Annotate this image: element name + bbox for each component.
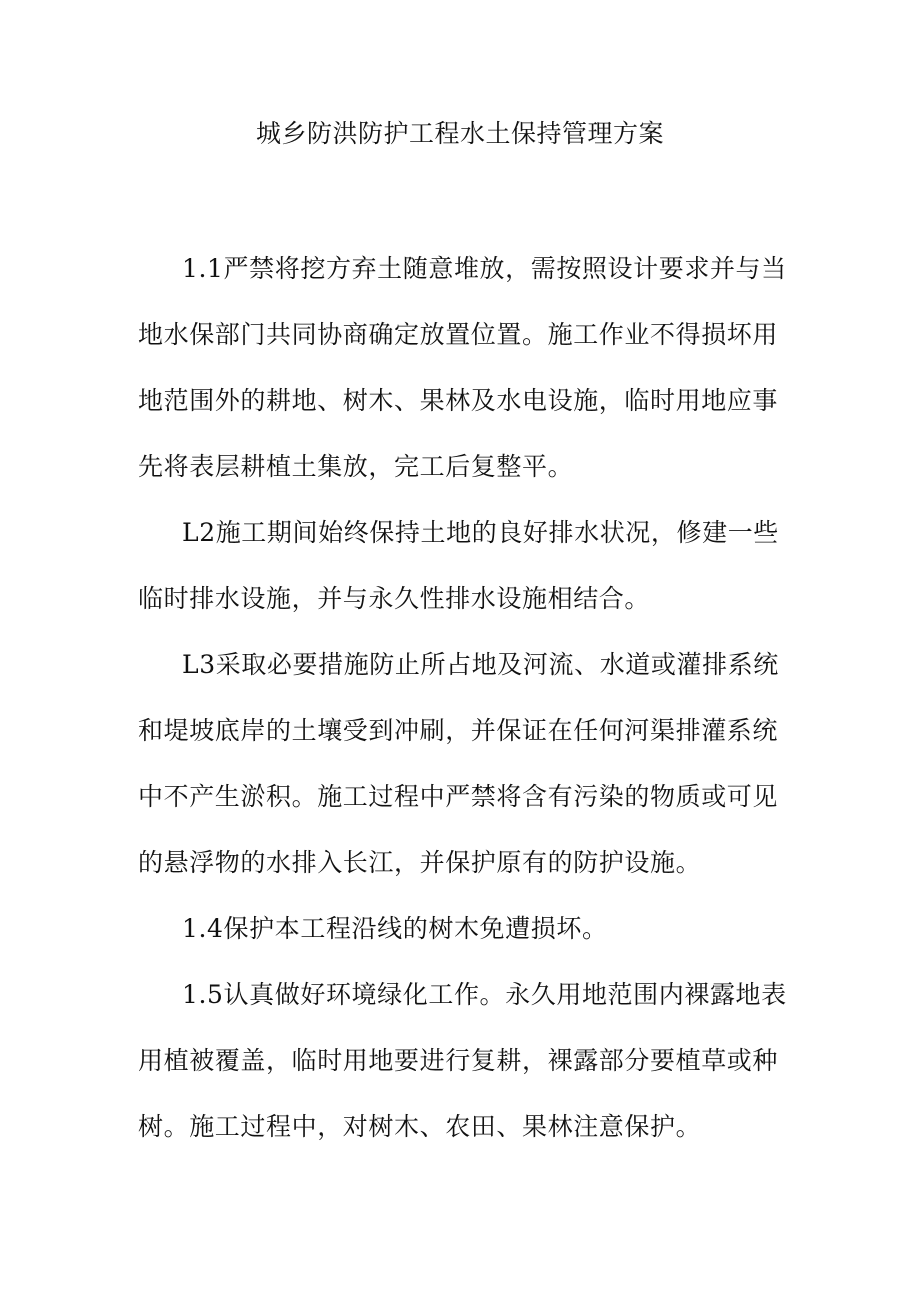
- paragraph-line: 临时排水设施，并与永久性排水设施相结合。: [138, 584, 651, 613]
- paragraph-1-1: [138, 236, 787, 500]
- paragraph-line: 1.4保护本工程沿线的树木免遭损坏。: [182, 914, 608, 943]
- paragraph-line: L3采取必要措施防止所占地及河流、水道或灌排系统: [182, 650, 779, 679]
- paragraph-line: 1.5认真做好环境绿化工作。永久用地范围内裸露地表: [182, 980, 787, 1009]
- paragraph-line: 1.1严禁将挖方弃土随意堆放，需按照设计要求并与当: [182, 254, 787, 283]
- paragraph-line: 先将表层耕植土集放，完工后复整平。: [138, 452, 574, 481]
- document-body: [138, 236, 787, 1160]
- paragraph-line: 地范围外的耕地、树木、果林及水电设施，临时用地应事: [138, 386, 779, 415]
- paragraph-line: L2施工期间始终保持土地的良好排水状况，修建一些: [182, 518, 779, 547]
- paragraph-1-4: [138, 896, 774, 962]
- paragraph-line: 的悬浮物的水排入长江，并保护原有的防护设施。: [138, 848, 702, 877]
- paragraph-1-2: [138, 500, 779, 632]
- paragraph-1-5: [138, 962, 787, 1160]
- paragraph-line: 树。施工过程中，对树木、农田、果林注意保护。: [138, 1112, 702, 1141]
- paragraph-1-3: [138, 632, 779, 896]
- paragraph-line: 和堤坡底岸的土壤受到冲刷，并保证在任何河渠排灌系统: [138, 716, 779, 745]
- paragraph-line: 地水保部门共同协商确定放置位置。施工作业不得损坏用: [138, 320, 779, 349]
- document-title: 城乡防洪防护工程水土保持管理方案: [255, 119, 664, 148]
- paragraph-line: 用植被覆盖，临时用地要进行复耕，裸露部分要植草或种: [138, 1046, 779, 1075]
- paragraph-line: 中不产生淤积。施工过程中严禁将含有污染的物质或可见: [138, 782, 779, 811]
